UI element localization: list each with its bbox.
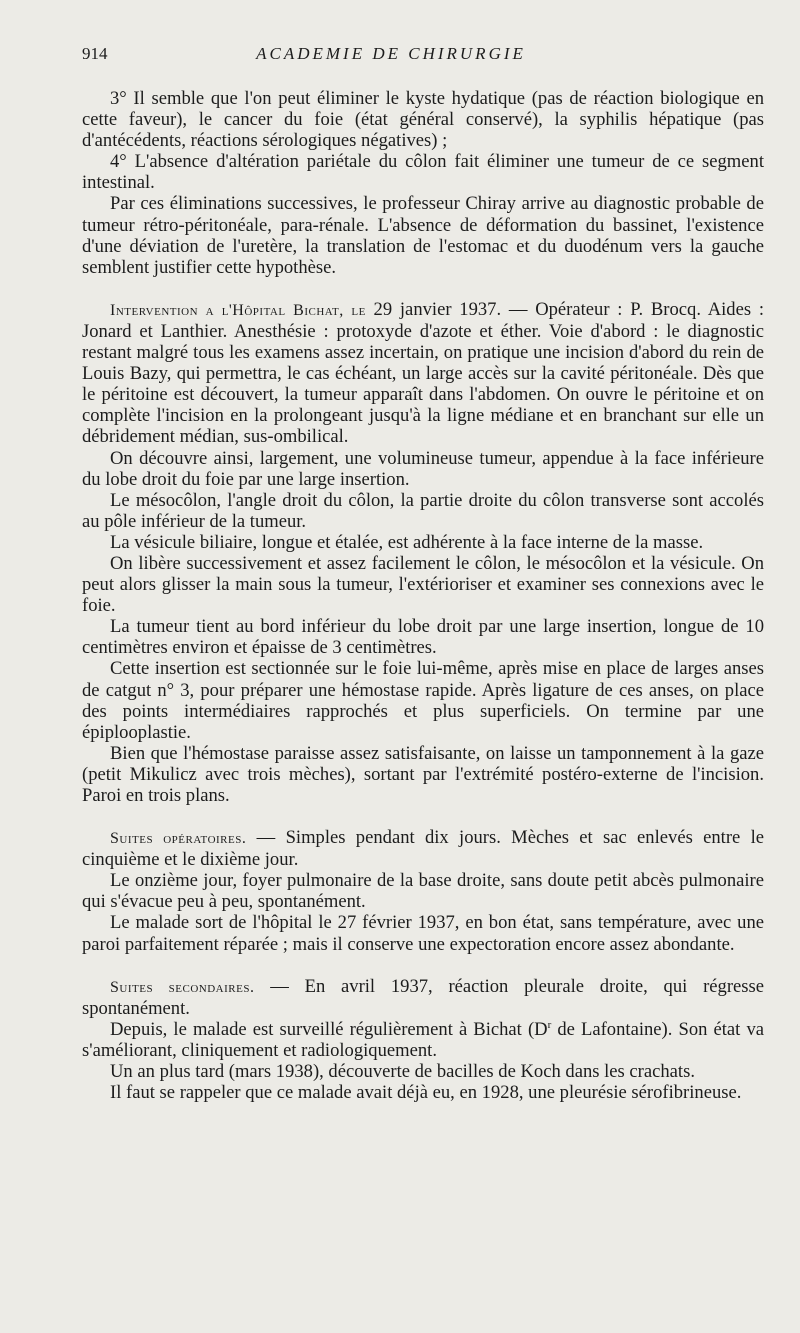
paragraph: 4° L'absence d'altération pariétale du côlon fait éliminer une tumeur de ce segment intestinal. (82, 151, 764, 194)
page-number: 914 (82, 44, 108, 63)
paragraph-text: de Lafontaine). Son état va s'améliorant, cliniquement et radiologiquement. (82, 1018, 764, 1061)
paragraph: Le onzième jour, foyer pulmonaire de la base droite, sans doute petit abcès pulmonaire qui s'évacue peu à peu, spontanément. (82, 870, 764, 913)
paragraph-suites-secondaires (82, 976, 764, 1019)
paragraph: Le mésocôlon, l'angle droit du côlon, la partie droite du côlon transverse sont accolés au pôle inférieur de la tumeur. (82, 489, 764, 532)
paragraph-suites-operatoires (82, 827, 764, 870)
paragraph: Bien que l'hémostase paraisse assez satisfaisante, on laisse un tamponnement à la gaze (petit Mikulicz avec trois mèches), sortant par l'extrémité postéro-externe de l'incision. Paroi en trois plans. (82, 742, 764, 806)
paragraph: La vésicule biliaire, longue et étalée, est adhérente à la face interne de la masse. (110, 531, 704, 553)
paragraph: Le malade sort de l'hôpital le 27 février 1937, en bon état, sans température, avec une paroi parfaitement réparée ; mais il conserve une expectoration encore assez abondante. (82, 912, 764, 955)
section-heading: Suites secondaires. (110, 978, 255, 996)
paragraph: Un an plus tard (mars 1938), découverte de bacilles de Koch dans les crachats. (110, 1061, 695, 1083)
section-heading: Suites opératoires. (110, 830, 247, 848)
paragraph: La tumeur tient au bord inférieur du lobe droit par une large insertion, longue de 10 centimètres environ et épaisse de 3 centimètres. (82, 616, 764, 659)
section-heading: Intervention a l'Hôpital Bichat, le (110, 301, 366, 319)
paragraph-text: Depuis, le malade est surveillé régulièrement à Bichat (D (110, 1018, 548, 1040)
paragraph-intervention (82, 299, 764, 448)
paragraph: Par ces éliminations successives, le professeur Chiray arrive au diagnostic probable de tumeur rétro-péritonéale, para-rénale. L'absence de déformation du bassinet, l'existence d'une déviation de l'uretère, la translation de l'estomac et du duodénum vers la gauche semblent justifier cette hypothèse. (82, 193, 764, 278)
paragraph (82, 1019, 764, 1061)
paragraph: Cette insertion est sectionnée sur le foie lui-même, après mise en place de larges anses de catgut n° 3, pour préparer une hémostase rapide. Après ligature de ces anses, on place des points intermédiaires rapprochés et plus superficiels. On termine par une épiplooplastie. (82, 658, 764, 743)
body-text (82, 88, 764, 1103)
paragraph: 3° Il semble que l'on peut éliminer le kyste hydatique (pas de réaction biologique en cette faveur), le cancer du foie (état général conservé), la syphilis hépatique (pas d'antécédents, réactions sérologiques négatives) ; (82, 88, 764, 152)
superscript: r (547, 1018, 552, 1031)
paragraph-text: 29 janvier 1937. — Opérateur : P. Brocq. Aides : Jonard et Lanthier. Anesthésie : protoxyde d'azote et éther. Voie d'abord : le diagnostic restant malgré tous les examens assez incertain, on pratique une incision d'abord du rein de Louis Bazy, qui permettra, le cas échéant, un large accès sur la cavité péritonéale. Dès que le péritoine est découvert, la tumeur apparaît dans l'abdomen. On ouvre le péritoine et on complète l'incision en la prolongeant jusqu'à la ligne médiane et en branchant sur elle un débridement médian, sus-ombilical. (82, 298, 764, 448)
paragraph: Il faut se rappeler que ce malade avait déjà eu, en 1928, une pleurésie sérofibrineuse. (110, 1082, 742, 1104)
page-header (82, 44, 700, 74)
running-title: ACADEMIE DE CHIRURGIE (256, 44, 526, 63)
paragraph: On libère successivement et assez facilement le côlon, le mésocôlon et la vésicule. On peut alors glisser la main sous la tumeur, l'extérioriser et examiner ses connexions avec le foie. (82, 552, 764, 617)
paragraph-text: — Simples pendant dix jours. Mèches et sac enlevés entre le cinquième et le dixième jour. (82, 827, 764, 871)
paragraph: On découvre ainsi, largement, une volumineuse tumeur, appendue à la face inférieure du lobe droit du foie par une large insertion. (82, 447, 764, 490)
paragraph-text: — En avril 1937, réaction pleurale droite, qui régresse spontanément. (82, 975, 764, 1019)
